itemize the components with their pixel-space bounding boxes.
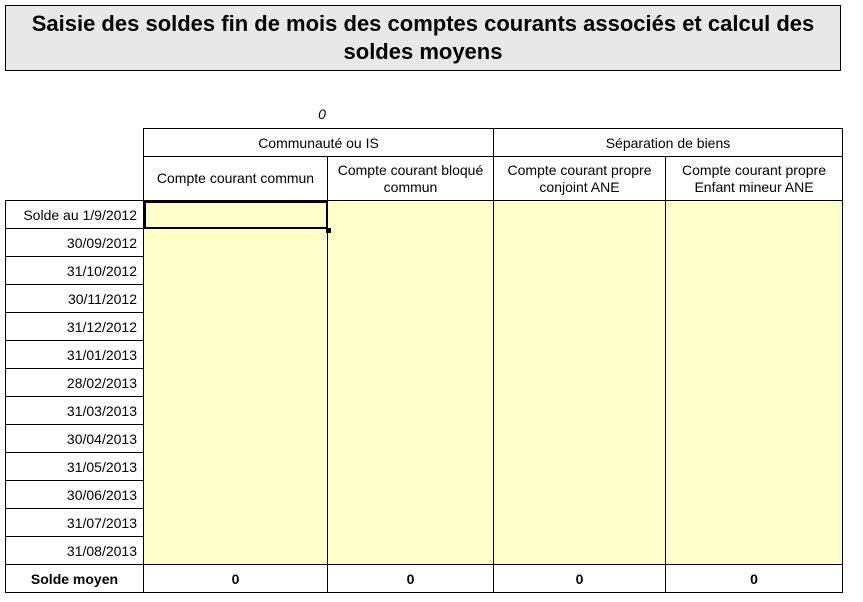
table-row	[6, 313, 843, 341]
row-label: Solde au 1/9/2012	[6, 201, 144, 229]
table-row	[6, 201, 843, 229]
input-cell-compte-bloque[interactable]	[328, 201, 494, 229]
input-cell-compte-bloque[interactable]	[328, 285, 494, 313]
input-cell-compte-bloque[interactable]	[328, 341, 494, 369]
input-cell-compte-enfant[interactable]	[666, 369, 843, 397]
data-rows	[6, 201, 843, 565]
column-header-compte-bloque: Compte courant bloqué commun	[328, 157, 494, 201]
input-cell-compte-enfant[interactable]	[666, 201, 843, 229]
input-cell-compte-conjoint[interactable]	[494, 229, 666, 257]
table-row	[6, 397, 843, 425]
row-label: 31/07/2013	[6, 509, 144, 537]
input-cell-compte-bloque[interactable]	[328, 481, 494, 509]
table-row	[6, 285, 843, 313]
input-cell-compte-commun[interactable]	[144, 537, 328, 565]
input-cell-compte-bloque[interactable]	[328, 313, 494, 341]
row-label: 31/05/2013	[6, 453, 144, 481]
input-cell-compte-commun[interactable]	[144, 453, 328, 481]
column-header-compte-conjoint: Compte courant propre conjoint ANE	[494, 157, 666, 201]
group-header-separation: Séparation de biens	[494, 129, 843, 157]
input-cell-compte-conjoint[interactable]	[494, 257, 666, 285]
table-row	[6, 537, 843, 565]
corner-blank-2	[6, 157, 144, 201]
input-cell-compte-enfant[interactable]	[666, 537, 843, 565]
input-cell-compte-bloque[interactable]	[328, 229, 494, 257]
table-row	[6, 257, 843, 285]
input-cell-compte-bloque[interactable]	[328, 509, 494, 537]
input-cell-compte-conjoint[interactable]	[494, 453, 666, 481]
input-cell-compte-bloque[interactable]	[328, 397, 494, 425]
table-row	[6, 481, 843, 509]
input-cell-compte-commun[interactable]	[144, 425, 328, 453]
row-label: 30/04/2013	[6, 425, 144, 453]
input-cell-compte-conjoint[interactable]	[494, 313, 666, 341]
row-label: 31/08/2013	[6, 537, 144, 565]
input-cell-compte-commun[interactable]	[144, 397, 328, 425]
input-cell-compte-enfant[interactable]	[666, 397, 843, 425]
input-cell-compte-conjoint[interactable]	[494, 341, 666, 369]
row-label: 31/12/2012	[6, 313, 144, 341]
input-cell-compte-commun[interactable]	[144, 257, 328, 285]
column-header-compte-commun: Compte courant commun	[144, 157, 328, 201]
row-label: 30/09/2012	[6, 229, 144, 257]
row-label: 31/01/2013	[6, 341, 144, 369]
input-cell-compte-enfant[interactable]	[666, 453, 843, 481]
table-row	[6, 341, 843, 369]
input-cell-compte-enfant[interactable]	[666, 341, 843, 369]
input-cell-compte-enfant[interactable]	[666, 509, 843, 537]
input-cell-compte-commun[interactable]	[144, 285, 328, 313]
total-value-compte-enfant: 0	[666, 565, 843, 593]
input-cell-compte-commun[interactable]	[144, 341, 328, 369]
input-cell-compte-commun[interactable]	[144, 509, 328, 537]
input-cell-compte-enfant[interactable]	[666, 481, 843, 509]
row-label: 31/03/2013	[6, 397, 144, 425]
total-value-compte-bloque: 0	[328, 565, 494, 593]
input-cell-compte-enfant[interactable]	[666, 425, 843, 453]
input-cell-compte-enfant[interactable]	[666, 285, 843, 313]
total-row-label: Solde moyen	[6, 565, 144, 593]
table-row	[6, 509, 843, 537]
row-label: 31/10/2012	[6, 257, 144, 285]
table-row	[6, 369, 843, 397]
group-header-communaute: Communauté ou IS	[144, 129, 494, 157]
input-cell-compte-bloque[interactable]	[328, 425, 494, 453]
input-cell-compte-conjoint[interactable]	[494, 425, 666, 453]
input-cell-compte-bloque[interactable]	[328, 453, 494, 481]
reference-value: 0	[318, 106, 326, 122]
input-cell-compte-conjoint[interactable]	[494, 537, 666, 565]
input-cell-compte-conjoint[interactable]	[494, 481, 666, 509]
page-title	[5, 5, 841, 71]
row-label: 30/06/2013	[6, 481, 144, 509]
input-cell-compte-commun[interactable]	[144, 481, 328, 509]
input-cell-compte-commun[interactable]	[144, 369, 328, 397]
table-row	[6, 229, 843, 257]
input-cell-compte-enfant[interactable]	[666, 229, 843, 257]
input-cell-compte-commun[interactable]	[144, 229, 328, 257]
column-header-compte-enfant: Compte courant propre Enfant mineur ANE	[666, 157, 843, 201]
balances-grid	[5, 128, 843, 593]
input-cell-compte-bloque[interactable]	[328, 369, 494, 397]
table-row	[6, 425, 843, 453]
input-cell-compte-enfant[interactable]	[666, 257, 843, 285]
row-label: 28/02/2013	[6, 369, 144, 397]
total-value-compte-commun: 0	[144, 565, 328, 593]
input-cell-compte-conjoint[interactable]	[494, 201, 666, 229]
fill-handle[interactable]	[326, 228, 331, 233]
input-cell-compte-commun[interactable]	[144, 201, 328, 229]
input-cell-compte-conjoint[interactable]	[494, 369, 666, 397]
input-cell-compte-conjoint[interactable]	[494, 509, 666, 537]
total-value-compte-conjoint: 0	[494, 565, 666, 593]
input-cell-compte-bloque[interactable]	[328, 537, 494, 565]
input-cell-compte-enfant[interactable]	[666, 313, 843, 341]
row-label: 30/11/2012	[6, 285, 144, 313]
table-row	[6, 453, 843, 481]
input-cell-compte-commun[interactable]	[144, 313, 328, 341]
input-cell-compte-bloque[interactable]	[328, 257, 494, 285]
page-title-text: Saisie des soldes fin de mois des comptes courants associés et calcul des soldes moyens	[31, 11, 815, 64]
input-cell-compte-conjoint[interactable]	[494, 397, 666, 425]
input-cell-compte-conjoint[interactable]	[494, 285, 666, 313]
corner-blank	[6, 129, 144, 157]
